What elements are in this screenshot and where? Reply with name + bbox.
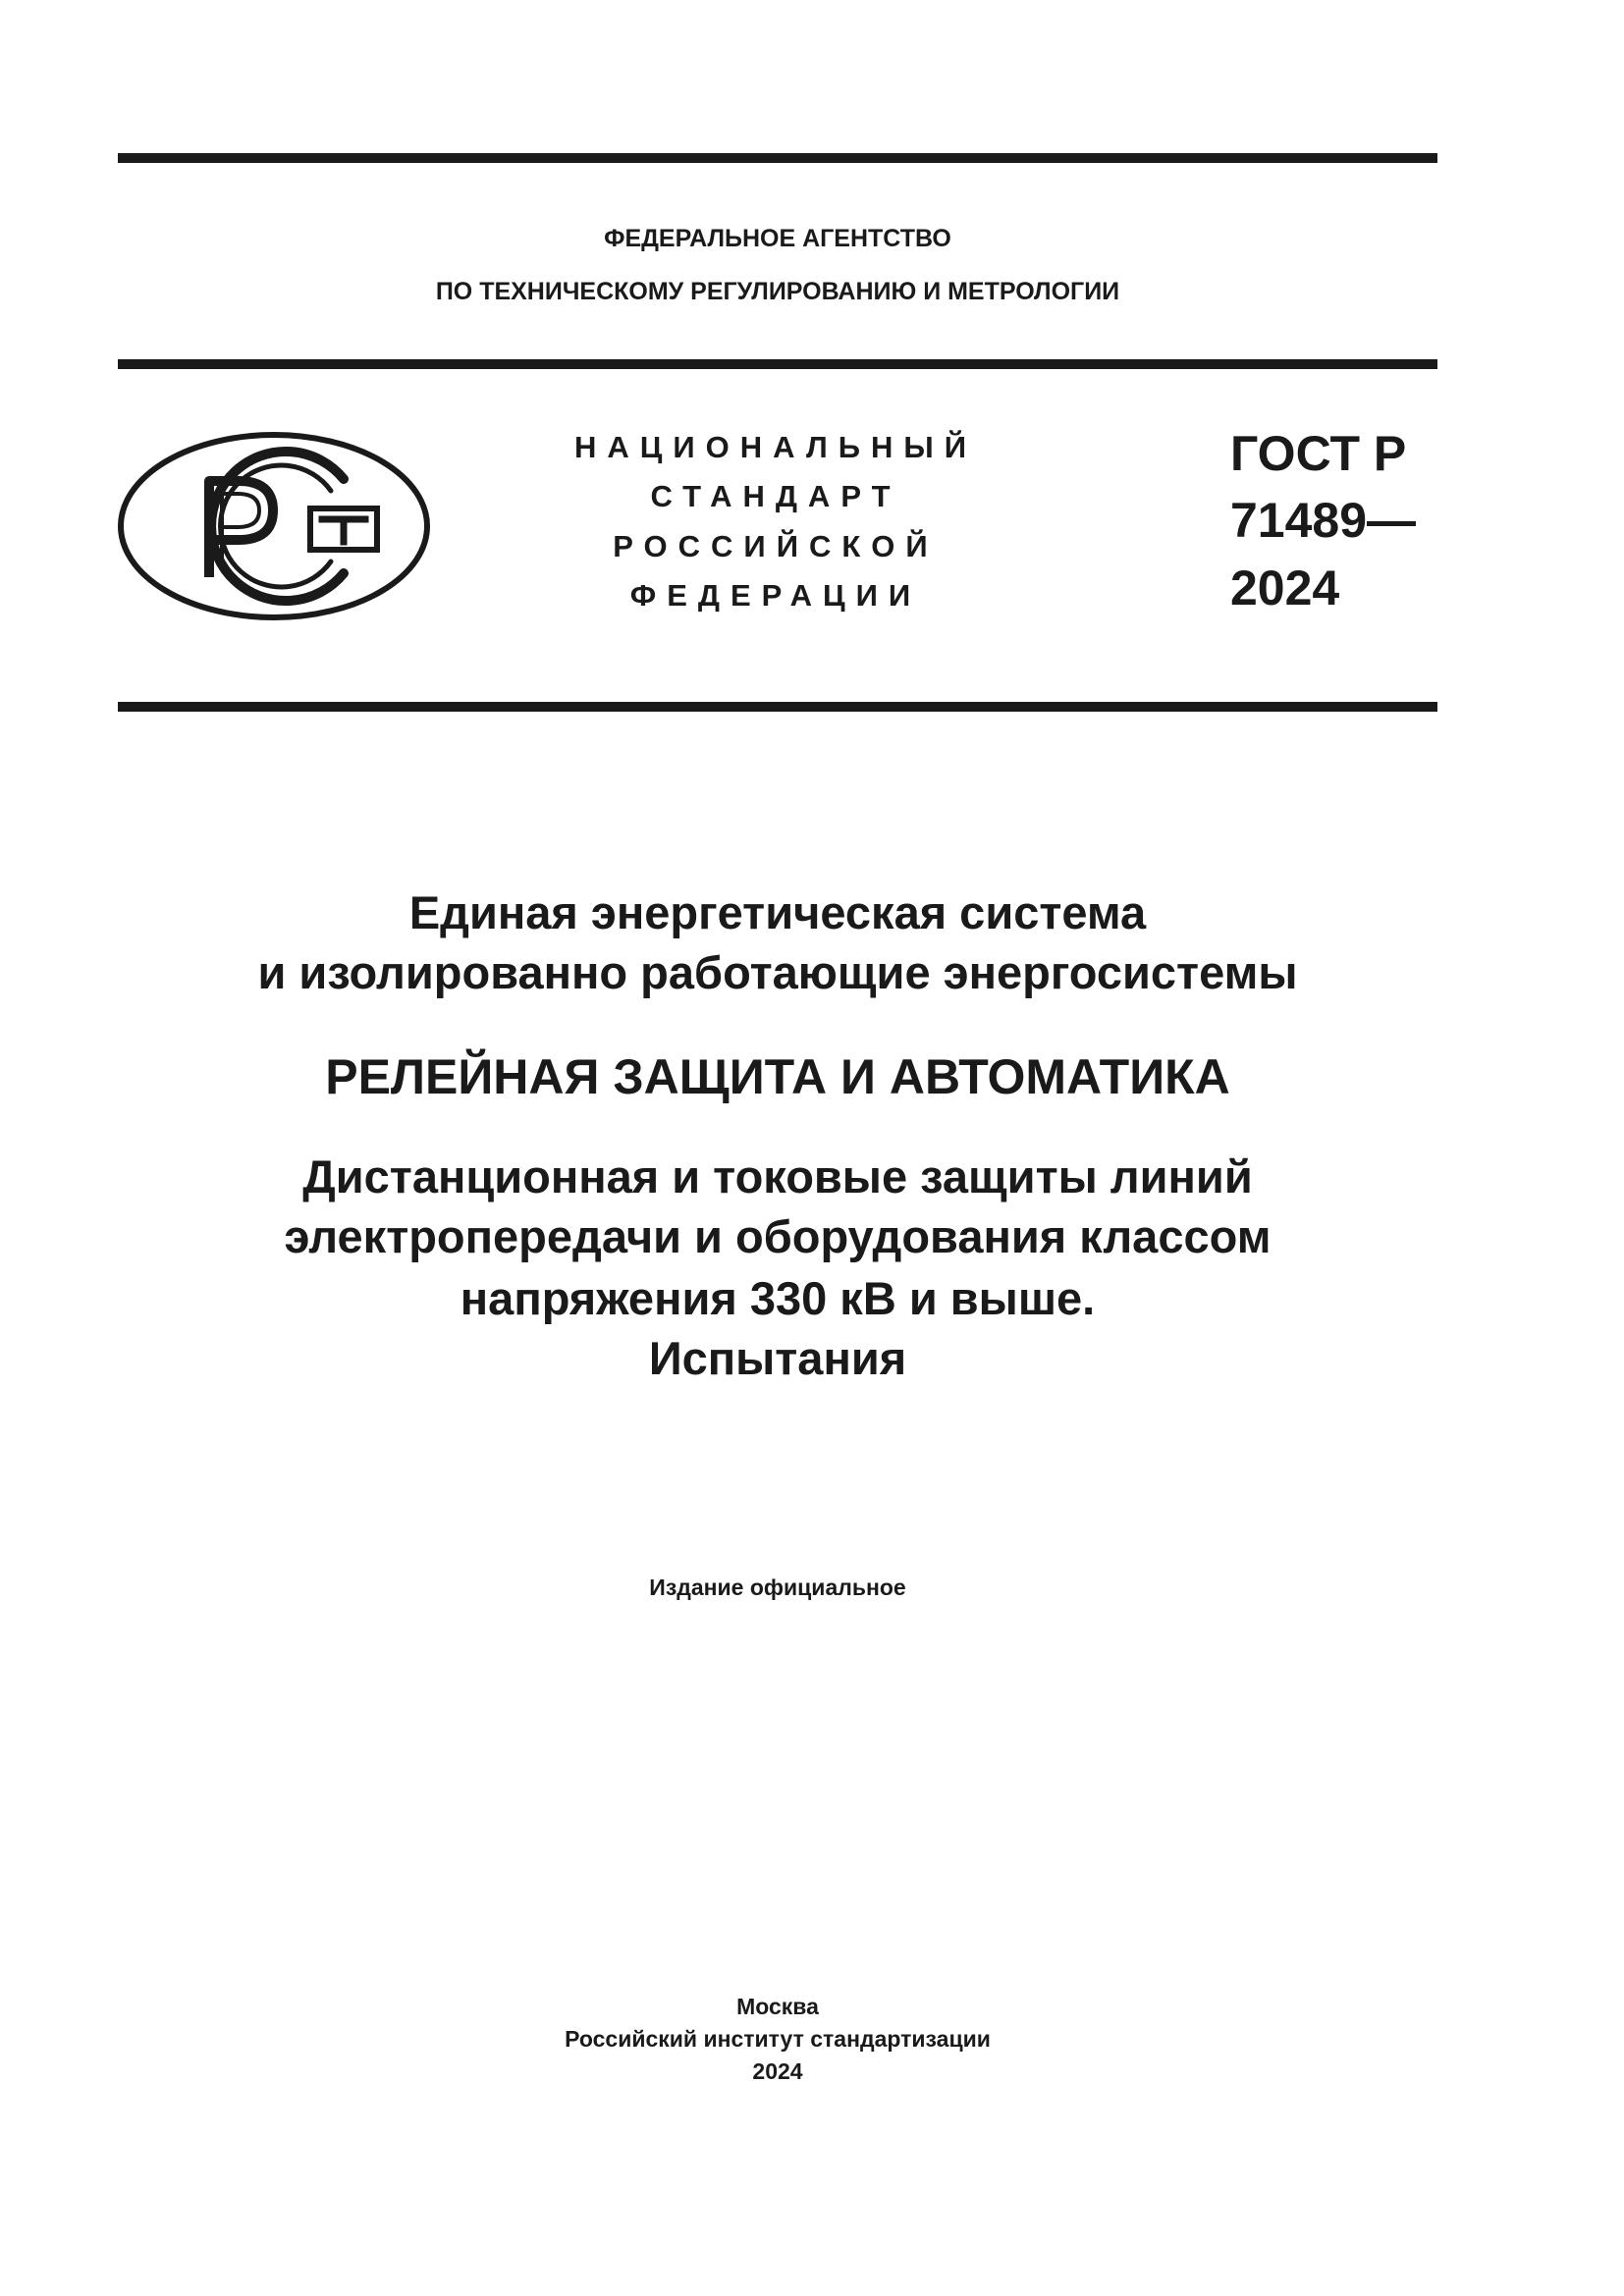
imprint-city: Москва: [736, 1994, 819, 2019]
agency-name-line-2: ПО ТЕХНИЧЕСКОМУ РЕГУЛИРОВАНИЮ И МЕТРОЛОГИИ: [435, 278, 1120, 305]
designation-line-3: 2024: [1230, 561, 1340, 615]
standard-type-line-3: РОССИЙСКОЙ: [613, 529, 939, 563]
standard-type-line-1: НАЦИОНАЛЬНЫЙ: [573, 430, 978, 464]
agency-name-line-1: ФЕДЕРАЛЬНОЕ АГЕНТСТВО: [604, 225, 951, 252]
edition-note: Издание официальное: [649, 1575, 906, 1600]
sub-title-line-1: Дистанционная и токовые защиты линий: [302, 1150, 1253, 1202]
standard-type-line-4: ФЕДЕРАЦИИ: [629, 578, 922, 613]
main-title: РЕЛЕЙНАЯ ЗАЩИТА И АВТОМАТИКА: [325, 1049, 1230, 1104]
sub-title-line-4: Испытания: [648, 1332, 907, 1384]
standard-type-line-2: СТАНДАРТ: [650, 479, 901, 513]
general-title-line-2: и изолированно работающие энергосистемы: [257, 946, 1298, 998]
top-rule: [118, 153, 1437, 163]
designation-line-1: ГОСТ Р: [1230, 426, 1407, 481]
rst-conformity-mark-icon: [116, 430, 432, 622]
imprint-year: 2024: [752, 2058, 803, 2084]
sub-title-line-2: электропередачи и оборудования классом: [284, 1210, 1272, 1262]
middle-rule: [118, 359, 1437, 369]
general-title-line-1: Единая энергетическая система: [408, 886, 1147, 938]
sub-title-line-3: напряжения 330 кВ и выше.: [460, 1272, 1096, 1324]
designation-line-2: 71489—: [1230, 493, 1417, 548]
bottom-rule: [118, 702, 1437, 712]
imprint-publisher: Российский институт стандартизации: [565, 2026, 991, 2052]
